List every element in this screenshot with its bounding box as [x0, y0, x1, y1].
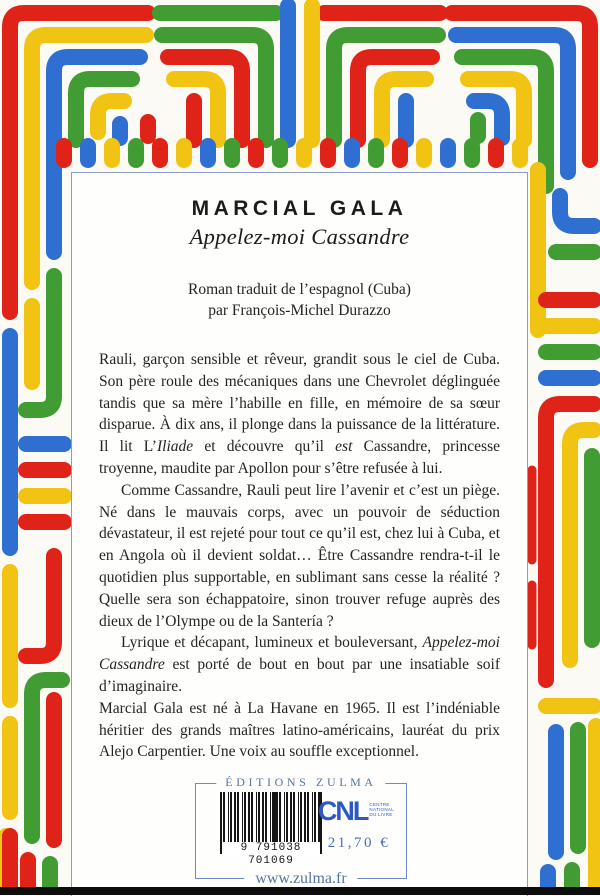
- author-name: MARCIAL GALA: [191, 197, 408, 220]
- cnl-logo-subtext: [369, 802, 394, 817]
- cnl-logo: [317, 796, 394, 826]
- blurb-paragraph: Rauli, garçon sensible et rêveur, grandit sous le ciel de Cuba. Son père roule des mécaniques dans une Chevrolet déglinguée tandis que sa mère l’habille en fille, en mémoire de sa sœur disparue. À dix ans, il plonge dans la puissance de la littérature. Il lit L’Iliade et découvre qu’il est Cassandre, princesse troyenne, maudite par Apollon pour s’être refusée à lui.: [99, 351, 500, 477]
- ean-number: 9 791038 701069: [222, 842, 320, 855]
- publisher-website: www.zulma.fr: [244, 870, 357, 888]
- cnl-sub-line: DU LIVRE: [369, 812, 393, 817]
- translation-line-1: Roman traduit de l’espagnol (Cuba): [188, 281, 411, 298]
- book-title: Appelez-moi Cassandre: [189, 224, 410, 249]
- publisher-frame: [195, 775, 407, 887]
- cnl-sub-line: CENTRE: [369, 802, 390, 807]
- price-tag: 21,70 €: [327, 835, 391, 851]
- blurb-paragraph: Comme Cassandre, Rauli peut lire l’avenir et c’est un piège. Né dans le mauvais corps, avec un pouvoir de séduction dévastateur, il est rejeté pour tout ce qu’il est, chez lui à Cuba, et en Angola où il devient soldat… Être Cassandre rendra-t-il le quotidien plus supportable, en sublimant sans cesse la réalité ? Quelle sera son échappatoire, sinon trouver refuge auprès des dieux de l’Olympe ou de la Santería ?: [99, 481, 500, 630]
- back-cover-blurb: [99, 349, 500, 763]
- cnl-sub-line: NATIONAL: [369, 807, 394, 812]
- blurb-paragraph: Lyrique et décapant, lumineux et bouleversant, Appelez-moi Cassandre est porté de bout en bout par une insatiable soif d’imaginaire.: [99, 634, 500, 695]
- photo-bottom-edge: [0, 887, 600, 895]
- barcode-bars: [220, 792, 322, 845]
- cover-text-panel: [71, 172, 528, 896]
- cnl-logo-text: CNL: [317, 796, 368, 826]
- translation-credit: [99, 279, 500, 321]
- publisher-name: ÉDITIONS ZULMA: [216, 775, 385, 790]
- author-bio: Marcial Gala est né à La Havane en 1965. Il est l’indéniable héritier des grands maîtres latino-américains, lauréat du prix Alejo Carpentier. Une voix au souffle exceptionnel.: [99, 699, 500, 761]
- translation-line-2: par François-Michel Durazzo: [208, 302, 391, 319]
- ean-barcode: [214, 792, 328, 867]
